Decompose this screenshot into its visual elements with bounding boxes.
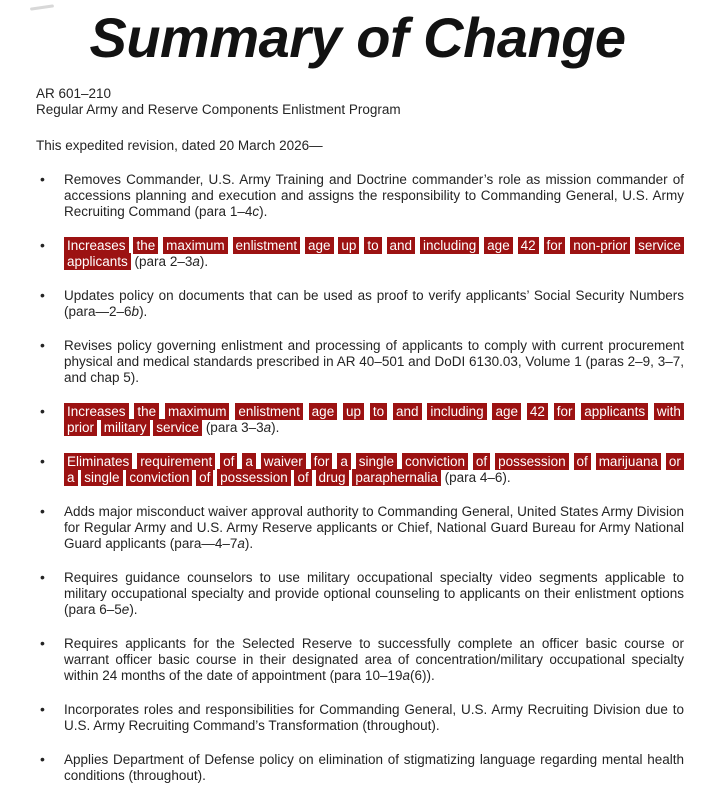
paragraph-letter: a xyxy=(237,536,245,551)
highlighted-text: conviction xyxy=(402,453,468,470)
paragraph-letter: e xyxy=(121,602,130,617)
highlighted-text: enlistment xyxy=(235,403,303,420)
highlighted-text: Increases xyxy=(64,237,129,254)
highlighted-text: conviction xyxy=(126,469,192,486)
page-title: Summary of Change xyxy=(89,6,626,69)
highlighted-text: single xyxy=(356,453,397,470)
paragraph-letter: a xyxy=(192,254,200,269)
paragraph-letter: b xyxy=(131,304,140,319)
highlighted-text: age xyxy=(492,403,521,420)
highlighted-text: a xyxy=(242,453,256,470)
highlighted-text: maximum xyxy=(163,237,228,254)
highlighted-text: the xyxy=(133,237,158,254)
highlighted-text: drug xyxy=(316,469,349,486)
highlighted-text: 42 xyxy=(527,403,548,420)
highlighted-text: of xyxy=(473,453,490,470)
change-item: • Incorporates roles and responsibilities for Commanding General, U.S. Army Recruiting Division due to U.S. Army Recruiting Command’s Transformation (throughout). xyxy=(40,702,684,734)
doc-number: AR 601–210 xyxy=(36,86,112,101)
highlighted-text: or xyxy=(666,453,684,470)
highlighted-text: for xyxy=(544,237,566,254)
highlighted-text: of xyxy=(220,453,237,470)
paragraph-letter: a xyxy=(263,420,272,435)
highlighted-text: a xyxy=(64,469,78,486)
highlighted-text: and xyxy=(387,237,416,254)
highlighted-text: of xyxy=(196,469,213,486)
highlighted-text: up xyxy=(343,403,364,420)
change-item: • Removes Commander, U.S. Army Training and Doctrine commander’s role as mission commander of accessions planning and execution and assigns the responsibility to Commanding General, U.S. Army Recruiting Command (para 1–4c). xyxy=(40,172,684,220)
highlighted-text: Increases xyxy=(64,403,129,420)
highlighted-text: possession xyxy=(217,469,291,486)
highlighted-text: of xyxy=(574,453,591,470)
doc-title: Regular Army and Reserve Components Enlistment Program xyxy=(36,102,401,117)
change-item: • Updates policy on documents that can be used as proof to verify applicants’ Social Security Numbers (para—2–6b). xyxy=(40,288,684,320)
highlighted-text: paraphernalia xyxy=(352,469,441,486)
change-item: • Requires applicants for the Selected Reserve to successfully complete an officer basic course or warrant officer basic course in their designated area of concentration/military occupational specialty within 24 months of the date of appointment (para 10–19a(6)). xyxy=(40,636,684,684)
highlighted-text: the xyxy=(134,403,159,420)
highlighted-text: applicants xyxy=(64,253,131,270)
change-item: • Increases the maximum enlistment age up to and including age 42 for applicants with prior military service (para 3–3a). xyxy=(40,404,684,436)
highlighted-text: age xyxy=(305,237,334,254)
highlighted-text: of xyxy=(294,469,311,486)
highlighted-text: applicants xyxy=(581,403,648,420)
highlighted-text: including xyxy=(420,237,479,254)
highlighted-text: waiver xyxy=(261,453,306,470)
highlighted-text: enlistment xyxy=(233,237,301,254)
highlighted-text: service xyxy=(153,419,202,436)
highlighted-text: requirement xyxy=(137,453,215,470)
change-item: • Adds major misconduct waiver approval authority to Commanding General, United States Army Division for Regular Army and U.S. Army Reserve applicants or Chief, National Guard Bureau for Army National Guard applicants (para—4–7a). xyxy=(40,504,684,552)
highlighted-text: to xyxy=(370,403,387,420)
revision-line: This expedited revision, dated 20 March 2026— xyxy=(36,138,323,153)
highlighted-text: 42 xyxy=(518,237,539,254)
highlighted-text: age xyxy=(484,237,513,254)
paragraph-letter: a xyxy=(402,668,410,683)
highlighted-text: prior xyxy=(64,419,97,436)
paragraph-letter: c xyxy=(252,204,260,219)
change-item: • Revises policy governing enlistment and processing of applicants to comply with current procurement physical and medical standards prescribed in AR 40–501 and DoDI 6130.03, Volume 1 (paras 2–9, 3–7, and chap 5). xyxy=(40,338,684,386)
highlighted-text: age xyxy=(309,403,338,420)
doc-id-block xyxy=(36,86,684,118)
change-item: • Applies Department of Defense policy on elimination of stigmatizing language regarding mental health conditions (throughout). xyxy=(40,752,684,784)
highlighted-text: to xyxy=(364,237,381,254)
change-list xyxy=(0,172,715,784)
change-item: • Requires guidance counselors to use military occupational specialty video segments applicable to military occupational specialty and provide optional counseling to applicants on their enlistment options (para 6–5e). xyxy=(40,570,684,618)
highlighted-text: maximum xyxy=(165,403,230,420)
highlighted-text: up xyxy=(338,237,359,254)
highlighted-text: marijuana xyxy=(596,453,661,470)
highlighted-text: including xyxy=(427,403,486,420)
change-item: • Eliminates requirement of a waiver for a single conviction of possession of marijuana or a single conviction of possession of drug paraphernalia (para 4–6). xyxy=(40,454,684,486)
highlighted-text: non-prior xyxy=(570,237,630,254)
highlighted-text: Eliminates xyxy=(64,453,132,470)
highlighted-text: single xyxy=(81,469,122,486)
highlighted-text: for xyxy=(554,403,576,420)
highlighted-text: for xyxy=(311,453,333,470)
highlighted-text: and xyxy=(393,403,422,420)
highlighted-text: possession xyxy=(495,453,569,470)
highlighted-text: with xyxy=(654,403,684,420)
highlighted-text: service xyxy=(635,237,684,254)
highlighted-text: a xyxy=(337,453,351,470)
highlighted-text: military xyxy=(101,419,150,436)
change-item: • Increases the maximum enlistment age up to and including age 42 for non-prior service applicants (para 2–3a). xyxy=(40,238,684,270)
